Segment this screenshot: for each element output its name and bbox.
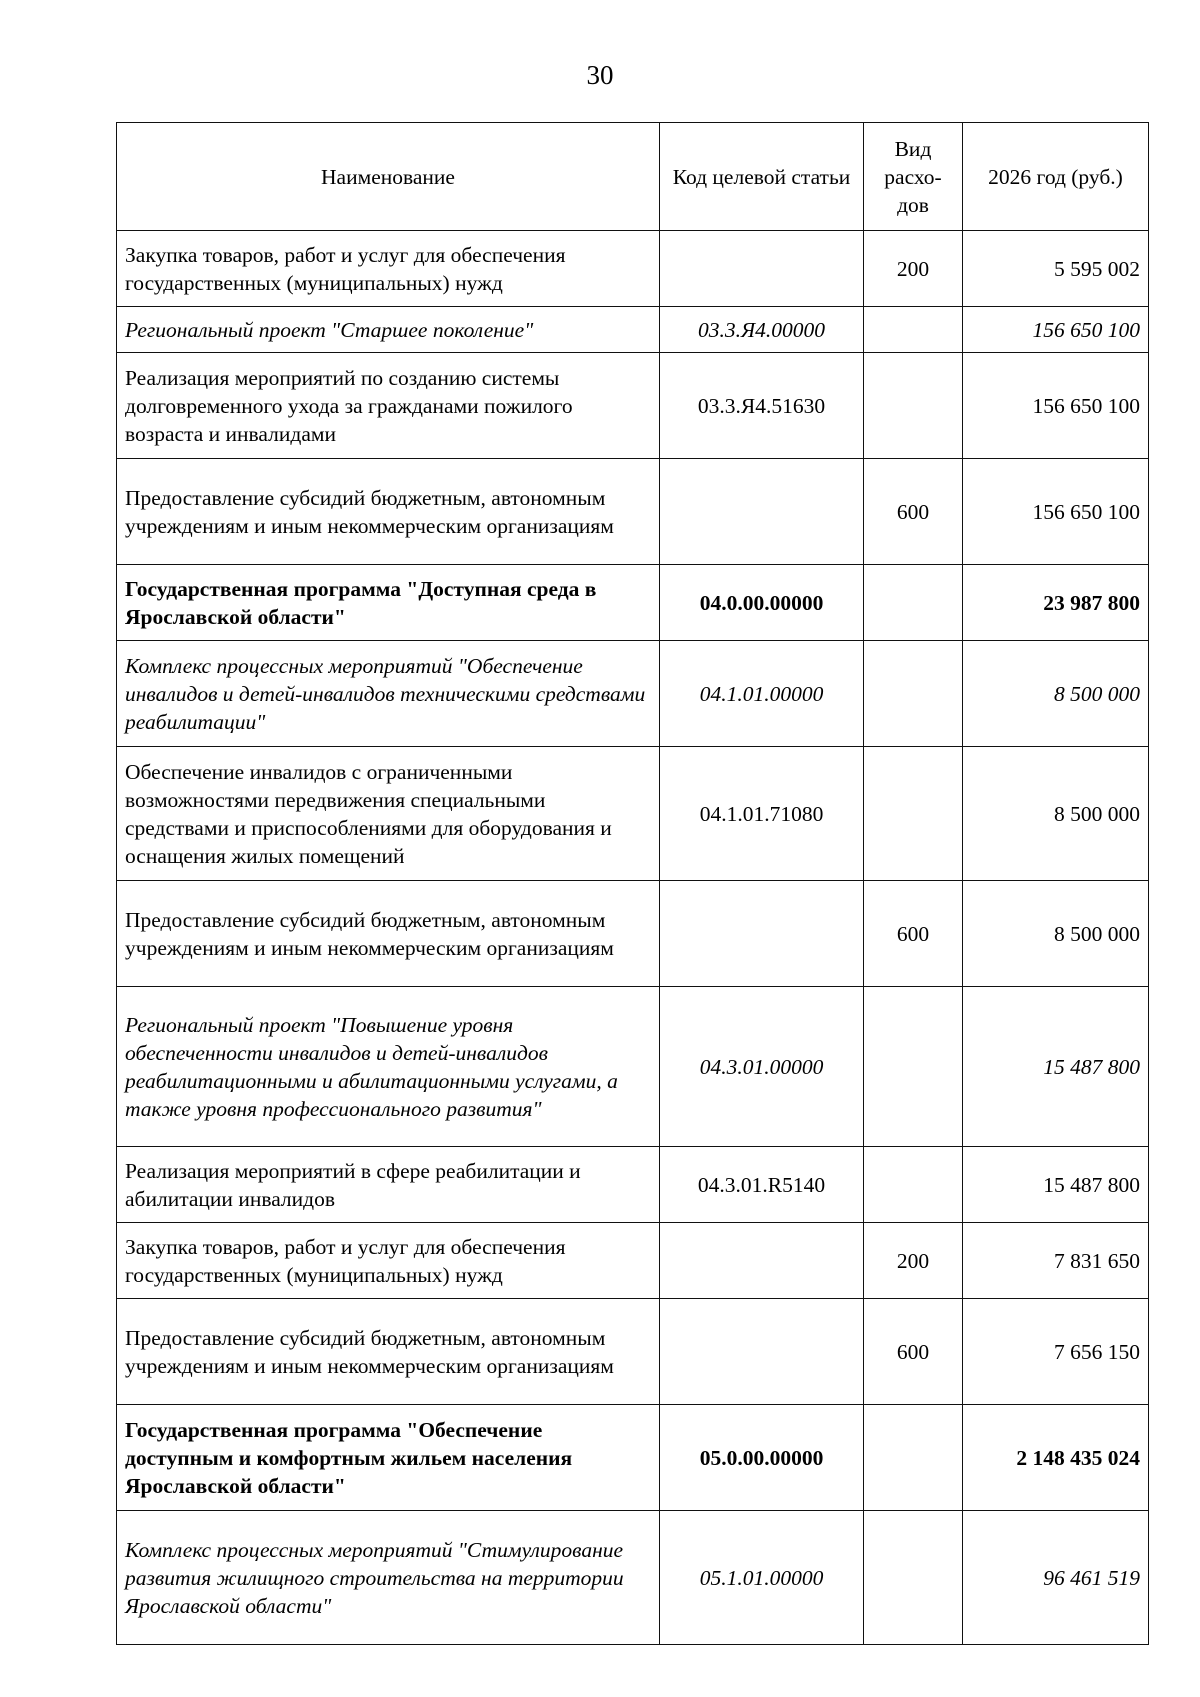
cell-name: Региональный проект "Повышение уровня обеспеченности инвалидов и детей-инвалидов реабилитационными и абилитационными услугами, а также уровня профессионального развития" xyxy=(117,987,660,1147)
cell-code: 03.3.Я4.00000 xyxy=(660,307,864,353)
cell-type xyxy=(864,1147,963,1223)
table-row xyxy=(117,1147,1149,1223)
table-row xyxy=(117,459,1149,565)
cell-code: 04.3.01.R5140 xyxy=(660,1147,864,1223)
cell-code xyxy=(660,231,864,307)
cell-code: 04.1.01.71080 xyxy=(660,747,864,881)
cell-name: Комплекс процессных мероприятий "Стимулирование развития жилищного строительства на территории Ярославской области" xyxy=(117,1511,660,1645)
cell-type xyxy=(864,353,963,459)
header-type: Вид расхо-дов xyxy=(864,123,963,231)
cell-type xyxy=(864,1405,963,1511)
cell-type: 600 xyxy=(864,459,963,565)
table-header-row xyxy=(117,123,1149,231)
table-row xyxy=(117,881,1149,987)
cell-name: Реализация мероприятий в сфере реабилитации и абилитации инвалидов xyxy=(117,1147,660,1223)
cell-code: 05.1.01.00000 xyxy=(660,1511,864,1645)
budget-table xyxy=(116,122,1149,1645)
cell-code xyxy=(660,1299,864,1405)
cell-code: 04.1.01.00000 xyxy=(660,641,864,747)
cell-amount: 156 650 100 xyxy=(963,307,1149,353)
table-row xyxy=(117,641,1149,747)
table-row xyxy=(117,353,1149,459)
cell-type xyxy=(864,1511,963,1645)
cell-code xyxy=(660,881,864,987)
cell-code: 04.0.00.00000 xyxy=(660,565,864,641)
table-row xyxy=(117,987,1149,1147)
table-row xyxy=(117,1299,1149,1405)
cell-name: Предоставление субсидий бюджетным, автономным учреждениям и иным некоммерческим организациям xyxy=(117,881,660,987)
cell-code: 04.3.01.00000 xyxy=(660,987,864,1147)
cell-type: 600 xyxy=(864,881,963,987)
table-row xyxy=(117,231,1149,307)
cell-code xyxy=(660,459,864,565)
cell-amount: 8 500 000 xyxy=(963,747,1149,881)
cell-type xyxy=(864,641,963,747)
cell-amount: 156 650 100 xyxy=(963,353,1149,459)
cell-code: 03.3.Я4.51630 xyxy=(660,353,864,459)
header-amount: 2026 год (руб.) xyxy=(963,123,1149,231)
cell-type xyxy=(864,987,963,1147)
cell-type: 600 xyxy=(864,1299,963,1405)
cell-amount: 156 650 100 xyxy=(963,459,1149,565)
cell-amount: 96 461 519 xyxy=(963,1511,1149,1645)
cell-amount: 5 595 002 xyxy=(963,231,1149,307)
table-row xyxy=(117,1511,1149,1645)
cell-name: Обеспечение инвалидов с ограниченными возможностями передвижения специальными средствами и приспособлениями для оборудования и оснащения жилых помещений xyxy=(117,747,660,881)
cell-type xyxy=(864,747,963,881)
cell-amount: 7 656 150 xyxy=(963,1299,1149,1405)
cell-type xyxy=(864,307,963,353)
cell-name: Государственная программа "Доступная среда в Ярославской области" xyxy=(117,565,660,641)
table-row xyxy=(117,747,1149,881)
page-number: 30 xyxy=(586,60,614,90)
cell-type: 200 xyxy=(864,1223,963,1299)
table-row xyxy=(117,565,1149,641)
cell-name: Региональный проект "Старшее поколение" xyxy=(117,307,660,353)
cell-name: Предоставление субсидий бюджетным, автономным учреждениям и иным некоммерческим организациям xyxy=(117,459,660,565)
cell-name: Государственная программа "Обеспечение доступным и комфортным жильем населения Ярославской области" xyxy=(117,1405,660,1511)
cell-name: Комплекс процессных мероприятий "Обеспечение инвалидов и детей-инвалидов техническими средствами реабилитации" xyxy=(117,641,660,747)
cell-name: Закупка товаров, работ и услуг для обеспечения государственных (муниципальных) нужд xyxy=(117,1223,660,1299)
cell-amount: 8 500 000 xyxy=(963,881,1149,987)
cell-name: Предоставление субсидий бюджетным, автономным учреждениям и иным некоммерческим организациям xyxy=(117,1299,660,1405)
header-code: Код целевой статьи xyxy=(660,123,864,231)
table-row xyxy=(117,1405,1149,1511)
cell-code xyxy=(660,1223,864,1299)
table-body xyxy=(117,231,1149,1645)
cell-code: 05.0.00.00000 xyxy=(660,1405,864,1511)
cell-amount: 7 831 650 xyxy=(963,1223,1149,1299)
cell-name: Закупка товаров, работ и услуг для обеспечения государственных (муниципальных) нужд xyxy=(117,231,660,307)
cell-name: Реализация мероприятий по созданию системы долговременного ухода за гражданами пожилого возраста и инвалидами xyxy=(117,353,660,459)
header-name: Наименование xyxy=(117,123,660,231)
cell-type: 200 xyxy=(864,231,963,307)
cell-amount: 8 500 000 xyxy=(963,641,1149,747)
table-row xyxy=(117,307,1149,353)
cell-amount: 2 148 435 024 xyxy=(963,1405,1149,1511)
cell-amount: 23 987 800 xyxy=(963,565,1149,641)
cell-amount: 15 487 800 xyxy=(963,1147,1149,1223)
cell-amount: 15 487 800 xyxy=(963,987,1149,1147)
table-row xyxy=(117,1223,1149,1299)
cell-type xyxy=(864,565,963,641)
